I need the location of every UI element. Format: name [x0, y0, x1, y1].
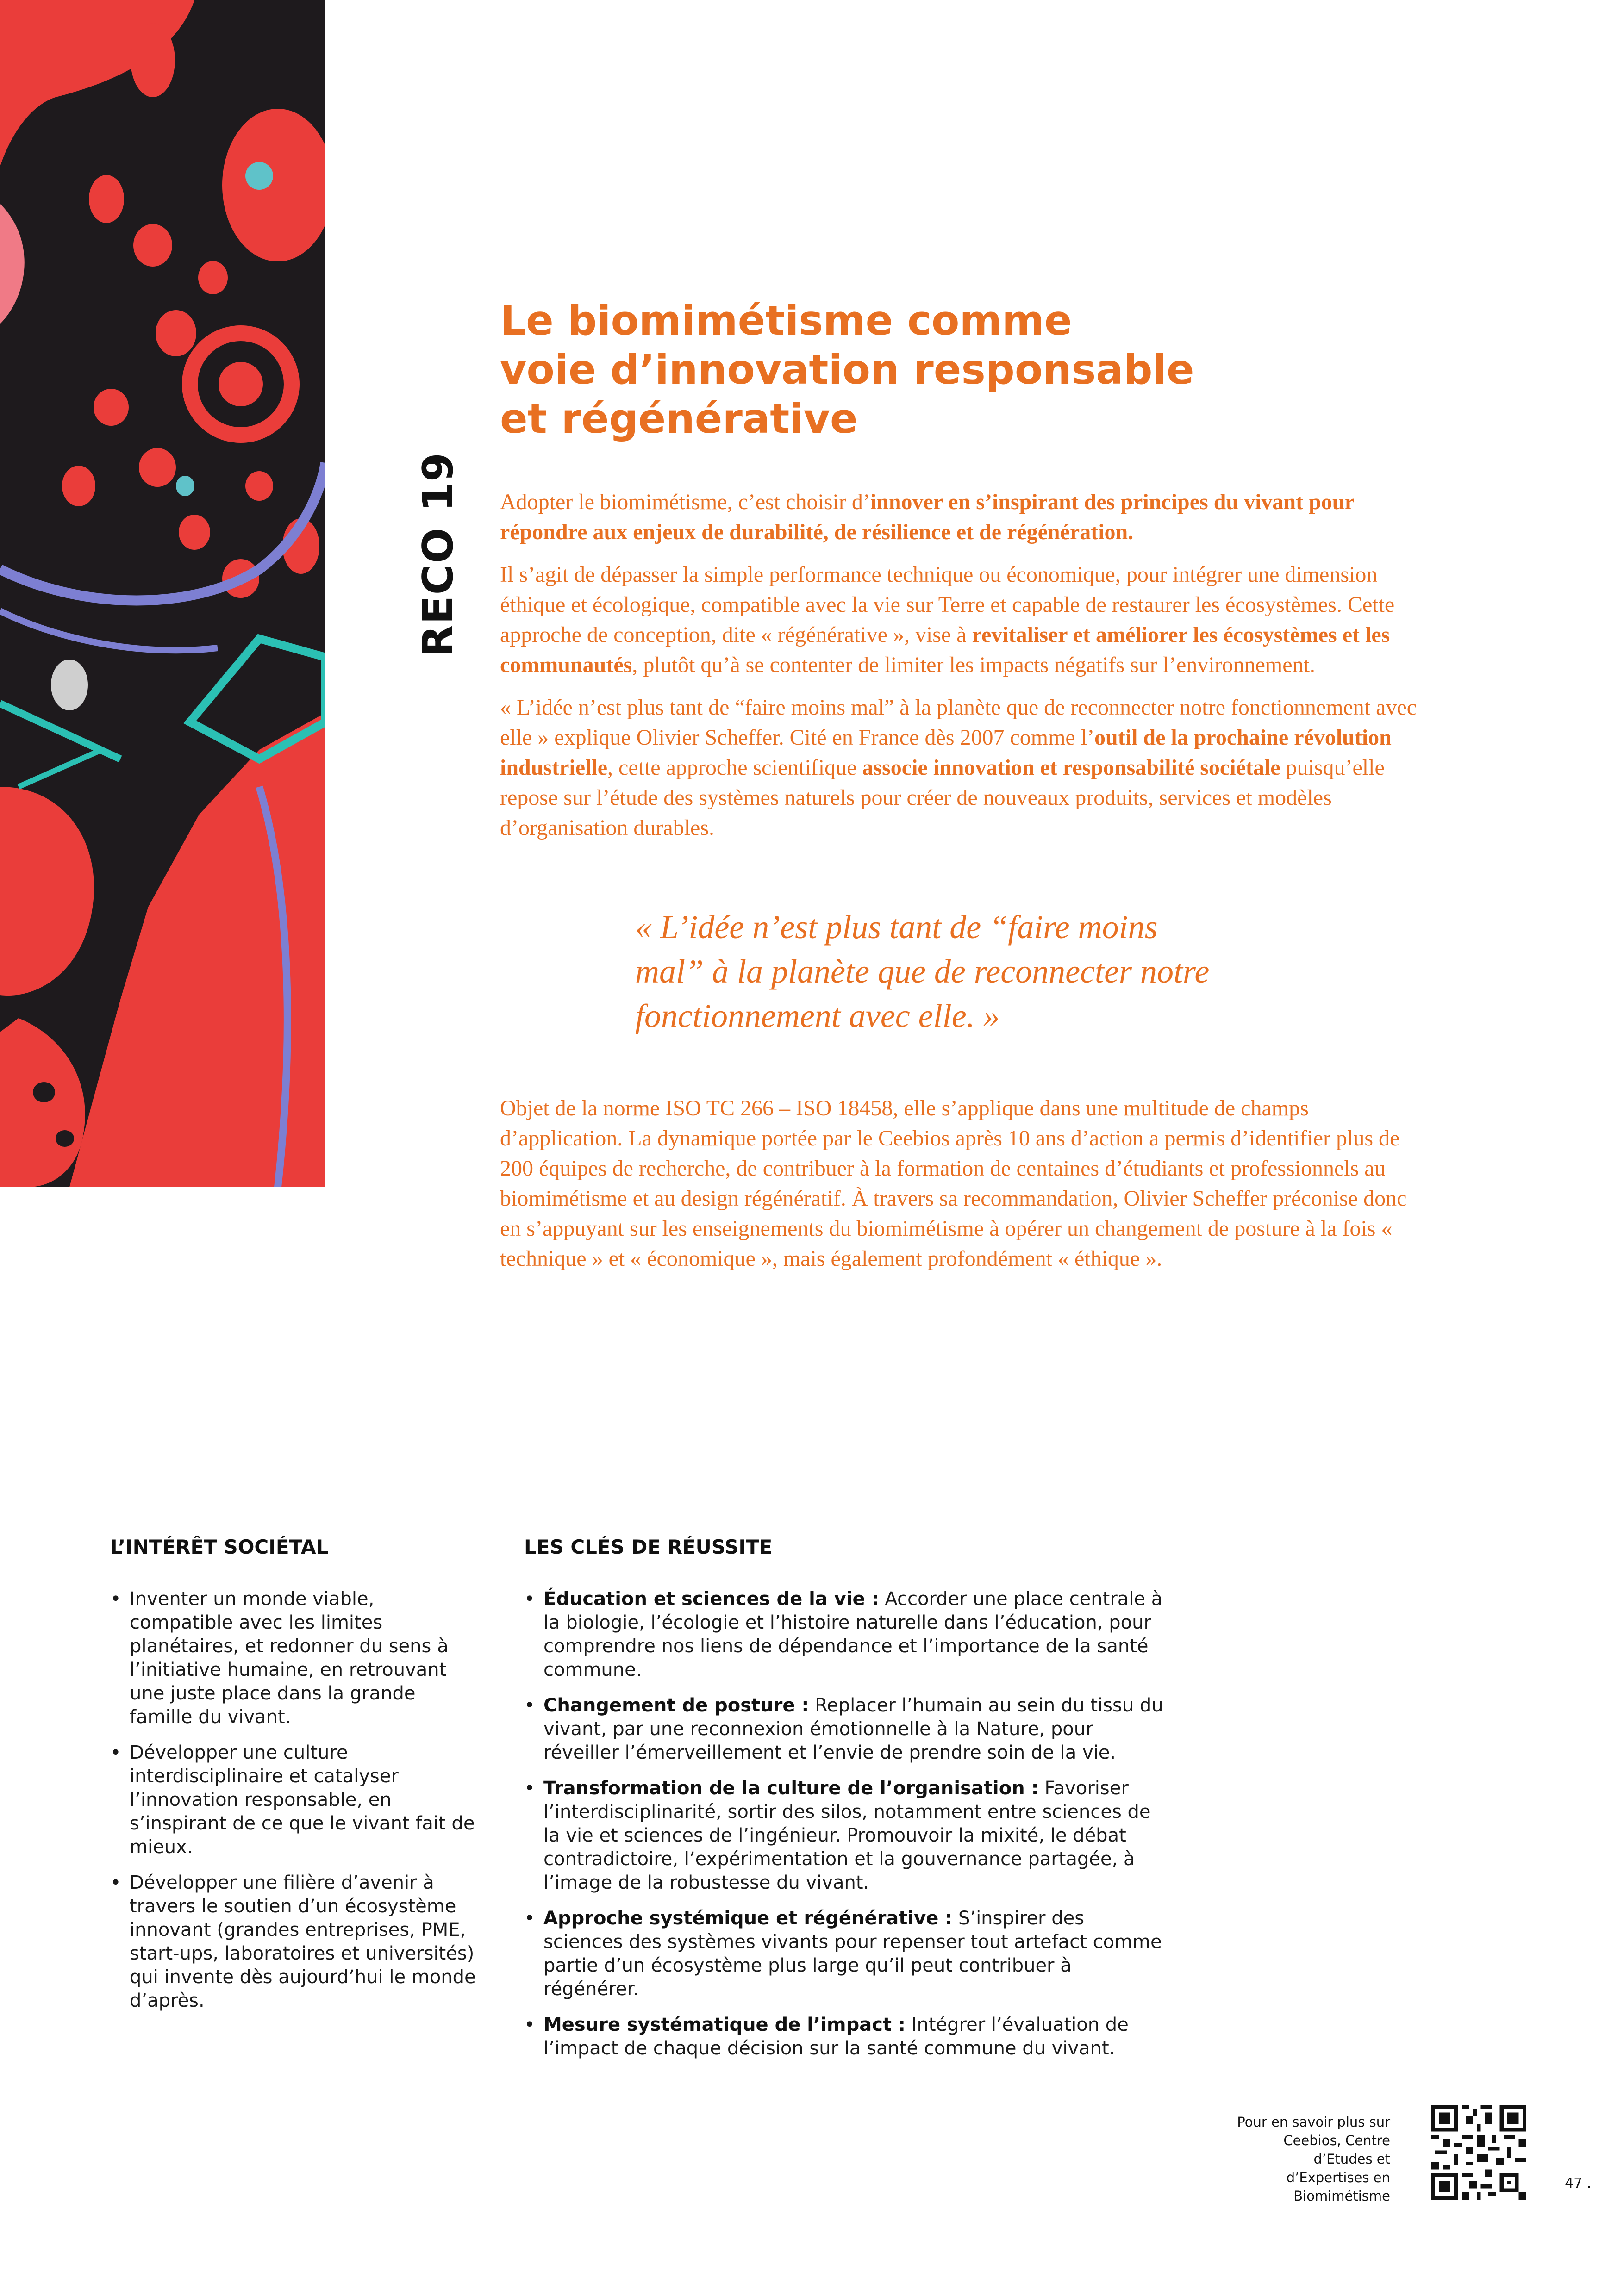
graffiti-butterfly-wing-image — [0, 0, 325, 1187]
list-item-text: Intégrer l’évaluation de l’impact de chaque décision sur la santé commune du vivant. — [543, 2014, 1129, 2059]
qr-code-icon[interactable] — [1431, 2105, 1526, 2200]
footer-line-3: d’Etudes et — [1313, 2151, 1390, 2167]
bullet-icon: • — [110, 1872, 121, 1893]
footer-line-1: Pour en savoir plus sur — [1237, 2114, 1390, 2130]
text-run: « L’idée n’est plus tant de “faire moins mal” à la planète que de reconnecter notre fonctionnement avec elle » explique Olivier Scheffer. Cité en France dès 2007 comme l’ — [500, 695, 1417, 750]
list-item — [524, 1907, 1168, 2001]
closing-paragraph: Objet de la norme ISO TC 266 – ISO 18458, elle s’applique dans une multitude de champs d’application. La dynamique portée par le Ceebios après 10 ans d’action a permis d’identifier plus de 200 équipes de recherche, de contribuer à la formation de centaines d’étudiants et professionnels au biomimétisme et au design régénératif. À travers sa recommandation, Olivier Scheffer préconise donc en s’appuyant sur les enseignements du biomimétisme à opérer un changement de posture à la fois « technique » et « économique », mais également profondément « éthique ». — [500, 1096, 1407, 1271]
text-run: Adopter le biomimétisme, c’est choisir d’ — [500, 490, 870, 514]
list-item-text: Inventer un monde viable, compatible avec les limites planétaires, et redonner du sens à l’initiative humaine, en retrouvant une juste place dans la grande famille du vivant. — [130, 1588, 449, 1728]
list-item-text: Développer une culture interdisciplinaire et catalyser l’innovation responsable, en s’inspirant de ce que le vivant fait de mieux. — [130, 1742, 475, 1858]
footer-line-2: Ceebios, Centre — [1283, 2133, 1390, 2148]
emphasis-text: associe innovation et responsabilité sociétale — [862, 755, 1280, 780]
text-run: puisqu’elle repose sur l’étude des systèmes naturels pour créer de nouveaux produits, services et modèles d’organisation durables. — [500, 755, 1385, 840]
bullet-icon: • — [110, 1588, 121, 1610]
bullet-icon: • — [524, 2014, 535, 2035]
page-number: 47 . — [1565, 2175, 1592, 2191]
list-item — [524, 2013, 1168, 2060]
list-item — [524, 1777, 1168, 1895]
text-run: , plutôt qu’à se contenter de limiter les impacts négatifs sur l’environnement. — [632, 653, 1315, 677]
list-item-text: Replacer l’humain au sein du tissu du vivant, par une reconnexion émotionnelle à la Nature, pour réveiller l’émerveillement et l’envie de prendre soin de la vie. — [543, 1695, 1163, 1763]
list-item-text: S’inspirer des sciences des systèmes vivants pour repenser tout artefact comme partie d’un écosystème plus large qu’il peut contribuer à régénérer. — [543, 1908, 1162, 2000]
page-title — [500, 296, 1426, 443]
list-item-text: Développer une filière d’avenir à travers le soutien d’un écosystème innovant (grandes entreprises, PME, start-ups, laboratoires et universités) qui invente dès aujourd’hui le monde d’après. — [130, 1872, 476, 2011]
footer-line-5: Biomimétisme — [1293, 2188, 1390, 2204]
text-run: , cette approche scientifique — [607, 755, 862, 780]
bullet-icon: • — [524, 1695, 535, 1716]
list-item — [110, 1871, 481, 2013]
quote-line-3: fonctionnement avec elle. » — [635, 997, 1000, 1034]
reco-label: RECO 19 — [414, 452, 462, 657]
closing-text — [500, 1093, 1426, 1286]
title-line-1: Le biomimétisme comme — [500, 297, 1072, 344]
text-run: Il s’agit de dépasser la simple performance technique ou économique, pour intégrer une dimension éthique et écologique, compatible avec la vie sur Terre et capable de restaurer les écosystèmes. Cette approche de conception, dite « régénérative », vise à — [500, 562, 1395, 647]
intro-text — [500, 487, 1426, 855]
qr-code-graphic — [1431, 2105, 1526, 2200]
bullet-icon: • — [524, 1588, 535, 1610]
intro-paragraph-1 — [500, 487, 1426, 547]
bullet-icon: • — [524, 1908, 535, 1929]
list-item-label: Changement de posture : — [543, 1695, 809, 1716]
list-item — [524, 1694, 1168, 1765]
list-item-text: Accorder une place centrale à la biologie, l’écologie et l’histoire naturelle dans l’éducation, pour comprendre nos liens de dépendance et l’importance de la santé commune. — [543, 1588, 1163, 1680]
intro-paragraph-2 — [500, 560, 1426, 680]
list-item — [110, 1587, 481, 1729]
emphasis-text: innover en s’inspirant des principes du vivant pour répondre aux enjeux de durabilité, de résilience et de régénération — [500, 490, 1354, 544]
artwork-icon — [0, 0, 325, 1187]
bullet-icon: • — [524, 1778, 535, 1799]
societal-list — [110, 1587, 481, 2025]
emphasis-text: outil de la prochaine révolution industrielle — [500, 725, 1392, 780]
quote-line-1: « L’idée n’est plus tant de “faire moins — [635, 908, 1158, 946]
list-item — [524, 1587, 1168, 1682]
list-item — [110, 1741, 481, 1859]
quote-line-2: mal” à la planète que de reconnecter notre — [635, 953, 1210, 990]
keys-list — [524, 1587, 1168, 2072]
list-item-text: Favoriser l’interdisciplinarité, sortir des silos, notamment entre sciences de la vie et sciences de l’ingénieur. Promouvoir la mixité, le débat contradictoire, l’expérimentation et la gouvernance partagée, à l’image de la robustesse du vivant. — [543, 1778, 1151, 1893]
intro-paragraph-3 — [500, 692, 1426, 843]
list-item-label: Mesure systématique de l’impact : — [543, 2014, 906, 2035]
list-item-label: Éducation et sciences de la vie : — [543, 1588, 879, 1610]
list-item-label: Transformation de la culture de l’organisation : — [543, 1778, 1039, 1799]
keys-heading: LES CLÉS DE RÉUSSITE — [524, 1536, 773, 1558]
societal-heading: L’INTÉRÊT SOCIÉTAL — [110, 1536, 329, 1558]
title-line-3: et régénérative — [500, 395, 858, 442]
pull-quote — [635, 905, 1283, 1038]
title-line-2: voie d’innovation responsable — [500, 346, 1194, 393]
text-run: . — [1128, 520, 1134, 544]
footer-note — [1196, 2113, 1390, 2205]
list-item-label: Approche systémique et régénérative : — [543, 1908, 953, 1929]
emphasis-text: revitaliser et améliorer les écosystèmes et les communautés — [500, 622, 1390, 677]
footer-line-4: d’Expertises en — [1286, 2170, 1390, 2185]
bullet-icon: • — [110, 1742, 121, 1763]
